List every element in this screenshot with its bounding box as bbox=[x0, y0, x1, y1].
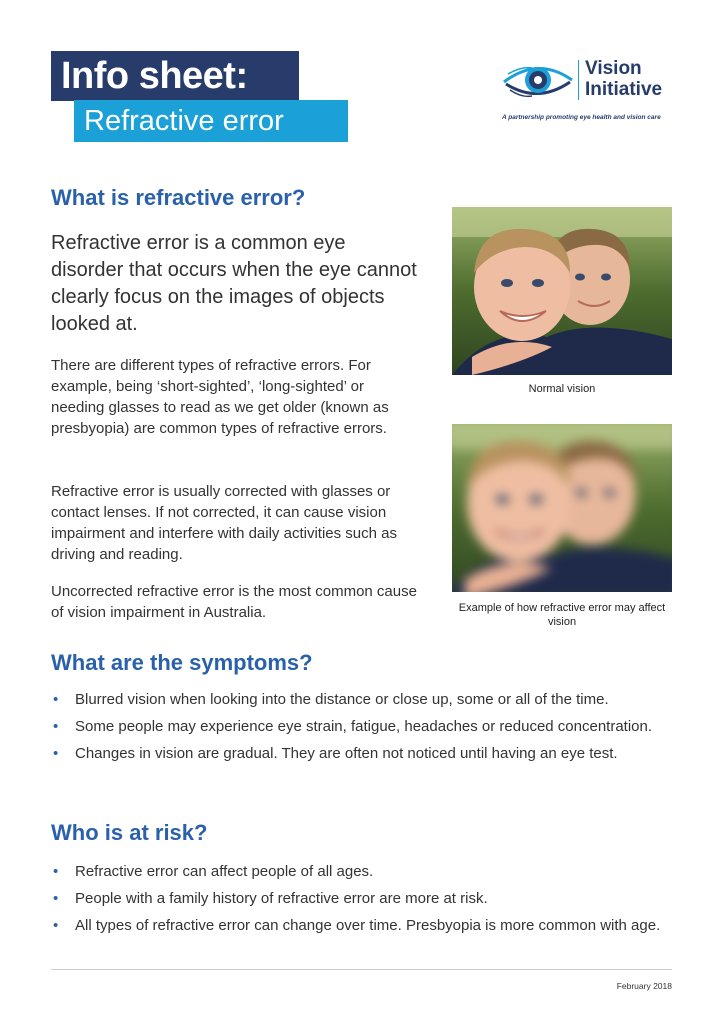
paragraph-types: There are different types of refractive errors. For example, being ‘short-sighted’, ‘long-sighted’ or needing glasses to read as we get older (known as presbyopia) are common types of refractive errors. bbox=[51, 357, 389, 437]
list-item-text: Blurred vision when looking into the distance or close up, some or all of the time. bbox=[75, 691, 609, 708]
bullet-dot-icon: • bbox=[53, 890, 59, 907]
photo-blurred-vision bbox=[452, 424, 672, 592]
logo-line-1: Vision bbox=[585, 58, 642, 79]
photo-normal-vision bbox=[452, 207, 672, 375]
list-item-text: Refractive error can affect people of all ages. bbox=[75, 863, 374, 880]
symptoms-list bbox=[51, 689, 681, 770]
list-item-text: Changes in vision are gradual. They are often not noticed until having an eye test. bbox=[75, 745, 618, 762]
list-item bbox=[51, 743, 681, 764]
logo-divider bbox=[578, 60, 579, 100]
bullet-dot-icon: • bbox=[53, 745, 59, 762]
footer-date: February 2018 bbox=[616, 981, 672, 991]
logo-tagline: A partnership promoting eye health and vision care bbox=[502, 114, 661, 121]
page-subtitle: Refractive error bbox=[84, 105, 284, 137]
heading-risk: Who is at risk? bbox=[51, 820, 208, 845]
list-item-text: People with a family history of refractive error are more at risk. bbox=[75, 890, 488, 907]
heading-symptoms: What are the symptoms? bbox=[51, 650, 313, 675]
list-item bbox=[51, 915, 681, 936]
subtitle-banner bbox=[74, 100, 348, 142]
list-item-text: All types of refractive error can change over time. Presbyopia is more common with age. bbox=[75, 917, 661, 934]
list-item bbox=[51, 888, 681, 909]
footer-divider bbox=[51, 969, 672, 970]
paragraph-correction: Refractive error is usually corrected with glasses or contact lenses. If not corrected, it can cause vision impairment and interfere with daily activities such as driving and reading. bbox=[51, 483, 397, 563]
bullet-dot-icon: • bbox=[53, 863, 59, 880]
bullet-dot-icon: • bbox=[53, 718, 59, 735]
eye-logo-icon bbox=[502, 60, 574, 100]
page-title: Info sheet: bbox=[61, 55, 248, 97]
bullet-dot-icon: • bbox=[53, 691, 59, 708]
vision-initiative-logo bbox=[498, 56, 678, 126]
risk-list bbox=[51, 861, 681, 942]
list-item-text: Some people may experience eye strain, fatigue, headaches or reduced concentration. bbox=[75, 718, 653, 735]
bullet-dot-icon: • bbox=[53, 917, 59, 934]
title-banner bbox=[51, 51, 299, 101]
intro-paragraph: Refractive error is a common eye disorder that occurs when the eye cannot clearly focus on the images of objects looked at. bbox=[51, 232, 417, 335]
logo-line-2: Initiative bbox=[585, 79, 663, 100]
logo-wordmark bbox=[585, 58, 662, 100]
list-item bbox=[51, 716, 681, 737]
list-item bbox=[51, 861, 681, 882]
heading-what-is: What is refractive error? bbox=[51, 185, 306, 210]
paragraph-australia: Uncorrected refractive error is the most common cause of vision impairment in Australia. bbox=[51, 583, 417, 621]
list-item bbox=[51, 689, 681, 710]
caption-normal-vision: Normal vision bbox=[528, 383, 596, 395]
caption-blurred-vision: Example of how refractive error may affect vision bbox=[458, 602, 666, 628]
